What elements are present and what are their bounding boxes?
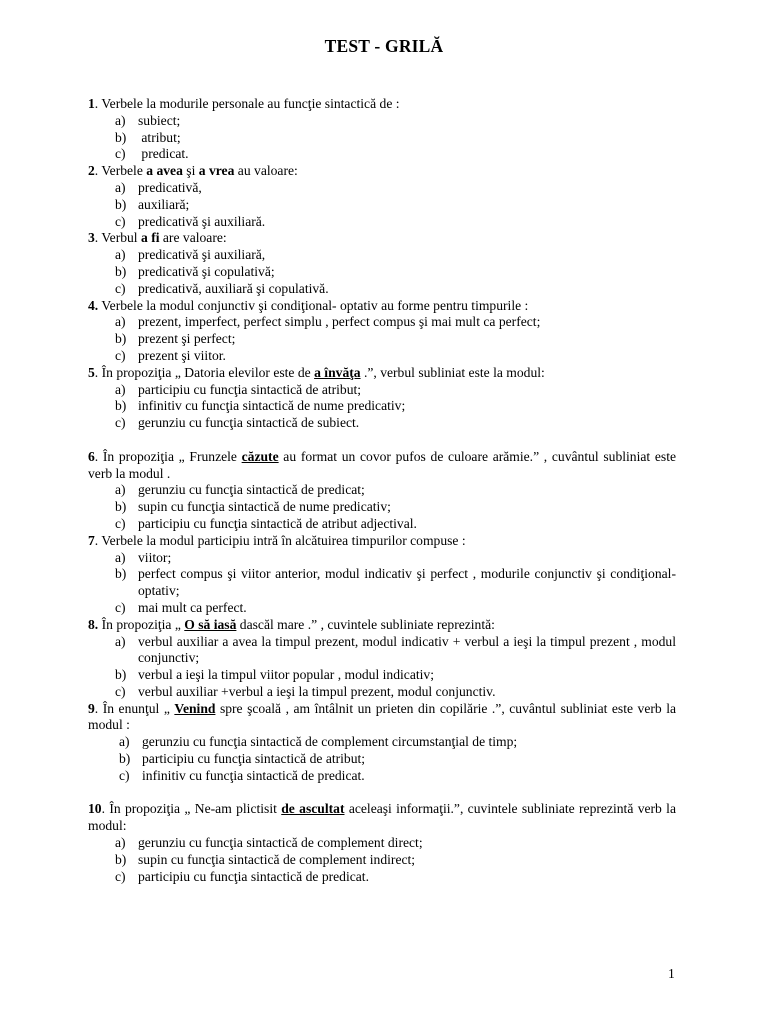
question-text: şi xyxy=(182,163,199,179)
question-number: 1 xyxy=(88,96,95,111)
question-text: .”, verbul subliniat este la modul: xyxy=(360,364,545,380)
option-label: a) xyxy=(115,633,126,649)
option-label: b) xyxy=(115,129,127,145)
option-a xyxy=(88,180,676,197)
option-text: gerunziu cu funcţia sintactică de complement circumstanţial de timp; xyxy=(142,734,518,750)
option-label: a) xyxy=(115,835,126,851)
question-text: . În enunţul „ xyxy=(94,700,175,716)
option-b xyxy=(88,130,676,147)
options-list xyxy=(88,482,676,532)
option-b xyxy=(88,751,676,768)
option-a xyxy=(88,247,676,264)
question-8 xyxy=(88,617,676,634)
option-label: a) xyxy=(115,314,126,330)
option-label: c) xyxy=(115,347,126,363)
option-text: subiect; xyxy=(138,112,181,128)
question-text: . În propoziţia „ Datoria elevilor este de xyxy=(94,364,315,380)
question-text: . În propoziţia „ Frunzele xyxy=(94,448,242,464)
option-text: verbul auxiliar a avea la timpul prezent, modul indicativ + verbul a ieşi la timpul prezent , modul conjunctiv; xyxy=(138,633,676,666)
option-label: a) xyxy=(115,112,126,128)
option-text: supin cu funcţia sintactică de complement indirect; xyxy=(138,851,416,867)
option-text: supin cu funcţia sintactică de nume predicativ; xyxy=(138,499,391,515)
question-text: . Verbele xyxy=(94,163,147,179)
option-label: c) xyxy=(115,280,126,296)
option-text: prezent şi perfect; xyxy=(138,331,236,347)
option-label: c) xyxy=(115,213,126,229)
option-label: b) xyxy=(115,499,127,515)
option-label: b) xyxy=(115,398,127,414)
underlined-term: Venind xyxy=(174,700,216,716)
option-label: b) xyxy=(115,331,127,347)
option-a xyxy=(88,482,676,499)
question-5 xyxy=(88,365,676,382)
options-list xyxy=(88,382,676,432)
question-4 xyxy=(88,298,676,315)
option-label: b) xyxy=(119,751,131,767)
option-text: predicativă şi copulativă; xyxy=(138,263,275,279)
option-c xyxy=(88,684,676,701)
option-a xyxy=(88,550,676,567)
question-number: 8. xyxy=(88,616,99,632)
spacer xyxy=(88,432,676,449)
options-list xyxy=(88,180,676,230)
question-6 xyxy=(88,448,680,483)
option-c xyxy=(88,281,676,298)
option-text: perfect compus şi viitor anterior, modul indicativ şi perfect , modurile conjunctiv şi condiţional-optativ; xyxy=(138,566,676,599)
underlined-term: căzute xyxy=(241,448,279,464)
question-text: . În propoziţia „ Ne-am plictisit xyxy=(101,801,282,817)
option-c xyxy=(88,214,676,231)
option-text: infinitiv cu funcţia sintactică de nume predicativ; xyxy=(138,398,406,414)
option-text: prezent, imperfect, perfect simplu , perfect compus şi mai mult ca perfect; xyxy=(138,314,541,330)
option-a xyxy=(88,634,676,668)
option-label: b) xyxy=(115,667,127,683)
option-label: c) xyxy=(115,146,126,162)
option-a xyxy=(88,314,676,331)
option-text: predicativă şi auxiliară, xyxy=(138,247,266,263)
option-b xyxy=(88,499,676,516)
option-label: a) xyxy=(115,549,126,565)
option-c xyxy=(88,869,676,886)
question-number: 3 xyxy=(88,230,95,246)
option-label: b) xyxy=(115,851,127,867)
question-2 xyxy=(88,163,676,180)
option-text: auxiliară; xyxy=(138,196,190,212)
option-label: c) xyxy=(119,767,130,783)
option-c xyxy=(88,768,676,785)
question-text: . Verbul xyxy=(94,230,141,246)
option-label: a) xyxy=(115,179,126,195)
option-c xyxy=(88,415,676,432)
option-text: mai mult ca perfect. xyxy=(138,599,247,615)
options-list xyxy=(88,314,676,364)
option-label: a) xyxy=(115,247,126,263)
option-label: c) xyxy=(115,599,126,615)
question-text: . Verbele la modul participiu intră în alcătuirea timpurilor compuse : xyxy=(94,532,466,548)
underlined-term: O să iasă xyxy=(184,616,237,632)
question-10 xyxy=(88,801,680,835)
option-label: b) xyxy=(115,263,127,279)
option-text: viitor; xyxy=(138,549,172,565)
option-text: participiu cu funcţia sintactică de predicat. xyxy=(138,868,369,884)
bold-term: a avea xyxy=(146,163,183,179)
option-text: infinitiv cu funcţia sintactică de predicat. xyxy=(142,767,365,783)
option-text: gerunziu cu funcţia sintactică de predicat; xyxy=(138,482,365,498)
question-number: 7 xyxy=(88,532,95,548)
question-text: aceleaşi informaţii.”, cuvintele subliniate reprezintă verb la modul: xyxy=(88,801,680,834)
question-text: dascăl mare .” , cuvintele subliniate reprezintă: xyxy=(236,616,495,632)
option-c xyxy=(88,600,676,617)
options-list xyxy=(88,734,676,784)
question-number: 10 xyxy=(88,801,102,817)
question-list xyxy=(88,96,680,885)
question-text: Verbele la modul conjunctiv şi condiţional- optativ au forme pentru timpurile : xyxy=(98,297,529,313)
option-text: gerunziu cu funcţia sintactică de subiect. xyxy=(138,415,360,431)
question-number: 9 xyxy=(88,700,95,716)
question-number: 5 xyxy=(88,364,95,380)
option-text: predicativă, auxiliară şi copulativă. xyxy=(138,280,329,296)
option-text: atribut; xyxy=(138,129,181,145)
option-text: prezent şi viitor. xyxy=(138,347,226,363)
option-label: b) xyxy=(115,196,127,212)
question-text: au valoare: xyxy=(234,163,298,179)
option-label: b) xyxy=(115,566,127,582)
option-label: c) xyxy=(115,683,126,699)
question-3 xyxy=(88,230,676,247)
question-number: 6 xyxy=(88,448,95,464)
question-7 xyxy=(88,533,676,550)
option-text: participiu cu funcţia sintactică de atribut; xyxy=(138,381,362,397)
option-c xyxy=(88,516,676,533)
option-b xyxy=(88,264,676,281)
option-b xyxy=(88,398,676,415)
options-list xyxy=(88,247,676,297)
question-text: au format un covor pufos de culoare arămie.” , cuvântul subliniat este verb la modul . xyxy=(88,448,680,481)
option-a xyxy=(88,113,676,130)
option-a xyxy=(88,835,676,852)
option-text: participiu cu funcţia sintactică de atribut; xyxy=(142,751,366,767)
option-a xyxy=(88,382,676,399)
option-b xyxy=(88,197,676,214)
question-number: 2 xyxy=(88,163,95,179)
option-text: participiu cu funcţia sintactică de atribut adjectival. xyxy=(138,515,417,531)
option-b xyxy=(88,667,676,684)
bold-term: a fi xyxy=(141,230,160,246)
page-title: TEST - GRILĂ xyxy=(324,36,444,56)
option-label: c) xyxy=(115,515,126,531)
option-b xyxy=(88,566,676,600)
option-text: verbul a ieşi la timpul viitor popular , modul indicativ; xyxy=(138,667,434,683)
option-text: gerunziu cu funcţia sintactică de complement direct; xyxy=(138,835,423,851)
question-text: În propoziţia „ xyxy=(98,616,185,632)
option-c xyxy=(88,348,676,365)
option-label: a) xyxy=(115,482,126,498)
option-text: verbul auxiliar +verbul a ieşi la timpul prezent, modul conjunctiv. xyxy=(138,683,496,699)
option-text: predicat. xyxy=(138,146,189,162)
option-text: predicativă şi auxiliară. xyxy=(138,213,266,229)
options-list xyxy=(88,835,676,885)
question-number: 4. xyxy=(88,297,99,313)
question-9 xyxy=(88,700,680,735)
underlined-term: de ascultat xyxy=(281,801,345,817)
options-list xyxy=(88,634,676,701)
question-text: are valoare: xyxy=(159,230,227,246)
options-list xyxy=(88,550,676,617)
question-text: spre şcoală , am întâlnit un prieten din copilărie .”, cuvântul subliniat este verb la modul : xyxy=(88,700,680,733)
option-text: predicativă, xyxy=(138,179,202,195)
question-1 xyxy=(88,96,676,113)
underlined-term: a învăţa xyxy=(314,364,361,380)
option-b xyxy=(88,852,676,869)
question-text: . Verbele la modurile personale au funcţie sintactică de : xyxy=(94,96,400,111)
spacer xyxy=(88,785,676,802)
options-list xyxy=(88,113,676,163)
option-c xyxy=(88,146,676,163)
option-b xyxy=(88,331,676,348)
option-label: c) xyxy=(115,415,126,431)
option-label: c) xyxy=(115,868,126,884)
page-number: 1 xyxy=(668,966,675,981)
bold-term: a vrea xyxy=(198,163,235,179)
option-label: a) xyxy=(115,381,126,397)
option-a xyxy=(88,734,676,751)
option-label: a) xyxy=(119,734,130,750)
